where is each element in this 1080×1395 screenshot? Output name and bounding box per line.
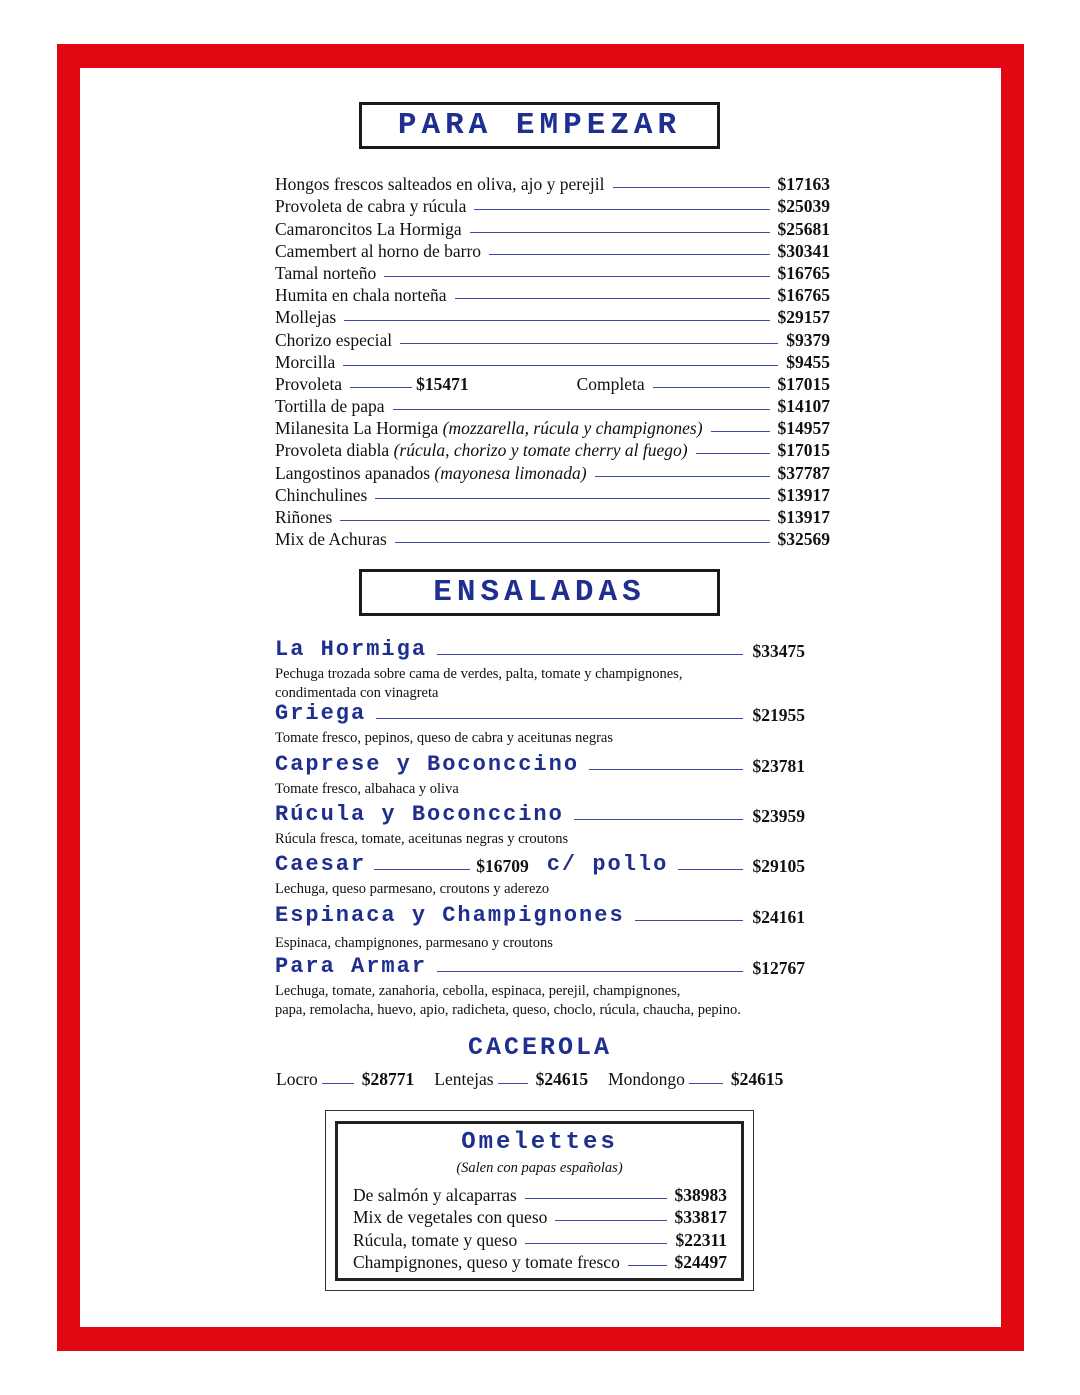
leader-line bbox=[350, 387, 412, 388]
item-price: $16765 bbox=[777, 285, 830, 306]
item-price: $38983 bbox=[674, 1185, 727, 1206]
leader-line bbox=[393, 409, 770, 410]
item-price: $24497 bbox=[674, 1251, 727, 1272]
salad-description: Tomate fresco, albahaca y oliva bbox=[275, 781, 459, 797]
item-price: $14957 bbox=[777, 418, 830, 439]
item-price: $30341 bbox=[777, 240, 830, 261]
item-name: Humita en chala norteña bbox=[275, 285, 447, 306]
cacerola-item-name: Lentejas bbox=[434, 1069, 494, 1089]
salad-item bbox=[275, 751, 805, 799]
cacerola-item-name: Locro bbox=[276, 1069, 318, 1089]
item-name-text: Provoleta diabla bbox=[275, 440, 390, 461]
leader-line bbox=[574, 819, 743, 820]
para-empezar-list bbox=[275, 173, 830, 550]
salad-price: $16709 bbox=[476, 856, 529, 876]
item-price: $17015 bbox=[777, 440, 830, 461]
menu-item bbox=[275, 306, 830, 328]
item-name: Chorizo especial bbox=[275, 329, 393, 350]
item-name: Mix de Achuras bbox=[275, 529, 387, 550]
salad-price: $21955 bbox=[752, 705, 805, 725]
leader-line bbox=[344, 320, 769, 321]
leader-line bbox=[689, 1083, 723, 1084]
salad-item-caesar bbox=[275, 851, 805, 899]
leader-line bbox=[322, 1083, 354, 1084]
salad-item bbox=[275, 902, 805, 953]
item-name: Rúcula, tomate y queso bbox=[353, 1229, 518, 1250]
leader-line bbox=[653, 387, 770, 388]
item-name bbox=[275, 439, 688, 461]
salad-price: $24161 bbox=[752, 907, 805, 927]
item-price: $37787 bbox=[777, 462, 830, 483]
omelettes-list bbox=[353, 1184, 727, 1273]
leader-line bbox=[489, 254, 769, 255]
salad-item bbox=[275, 700, 805, 748]
item-name bbox=[275, 417, 703, 439]
leader-line bbox=[589, 769, 742, 770]
leader-line bbox=[613, 187, 770, 188]
leader-line bbox=[498, 1083, 528, 1084]
menu-item bbox=[275, 284, 830, 306]
leader-line bbox=[340, 520, 769, 521]
item-name: Provoleta de cabra y rúcula bbox=[275, 196, 467, 217]
item-price: $9455 bbox=[786, 351, 830, 372]
item-name-text: Milanesita La Hormiga bbox=[275, 418, 439, 439]
item-name bbox=[275, 462, 587, 484]
leader-line bbox=[455, 298, 770, 299]
leader-line bbox=[595, 476, 770, 477]
item-note: (rúcula, chorizo y tomate cherry al fuego) bbox=[393, 440, 688, 461]
leader-line bbox=[384, 276, 769, 277]
leader-line bbox=[696, 453, 770, 454]
item-name-text: Tortilla de papa bbox=[275, 396, 385, 417]
salad-name: Para Armar bbox=[275, 954, 428, 979]
leader-line bbox=[470, 232, 770, 233]
menu-item bbox=[275, 328, 830, 350]
menu-item bbox=[275, 417, 830, 439]
menu-item bbox=[353, 1228, 727, 1250]
leader-line bbox=[343, 365, 778, 366]
item-name: Provoleta bbox=[275, 373, 343, 394]
item-price: $25681 bbox=[777, 218, 830, 239]
salad-extra-name: c/ pollo bbox=[546, 852, 669, 877]
item-price: $29157 bbox=[777, 307, 830, 328]
salad-item bbox=[275, 953, 805, 1020]
menu-item bbox=[275, 240, 830, 262]
menu-item bbox=[275, 173, 830, 195]
menu-item bbox=[275, 484, 830, 506]
menu-item bbox=[275, 461, 830, 483]
item-price: $25039 bbox=[777, 196, 830, 217]
item-name: De salmón y alcaparras bbox=[353, 1185, 517, 1206]
section-title-cacerola: CACEROLA bbox=[467, 1033, 613, 1062]
item-name: Champignones, queso y tomate fresco bbox=[353, 1251, 620, 1272]
salad-name: Rúcula y Boconccino bbox=[275, 802, 564, 827]
salad-name: Caprese y Boconccino bbox=[275, 752, 580, 777]
salad-description-line2: papa, remolacha, huevo, apio, radicheta, queso, choclo, rúcula, chaucha, pepino. bbox=[275, 1002, 741, 1018]
salad-name: Espinaca y Champignones bbox=[275, 903, 625, 928]
item-name: Camaroncitos La Hormiga bbox=[275, 218, 462, 239]
cacerola-item-price: $24615 bbox=[535, 1069, 589, 1089]
item-price: $22311 bbox=[675, 1229, 727, 1250]
leader-line bbox=[678, 869, 742, 870]
cacerola-list bbox=[276, 1069, 806, 1090]
menu-item bbox=[353, 1184, 727, 1206]
leader-line bbox=[375, 498, 769, 499]
leader-line bbox=[437, 654, 742, 655]
menu-item bbox=[275, 195, 830, 217]
section-title-omelettes: Omelettes bbox=[461, 1129, 618, 1156]
item-name: Mix de vegetales con queso bbox=[353, 1207, 548, 1228]
item-name: Hongos frescos salteados en oliva, ajo y perejil bbox=[275, 174, 605, 195]
salad-name: Caesar bbox=[275, 852, 367, 877]
item-note: (mozzarella, rúcula y champignones) bbox=[442, 418, 703, 439]
item-name-completa: Completa bbox=[576, 373, 645, 394]
leader-line bbox=[376, 718, 742, 719]
section-title-box-para-empezar bbox=[359, 102, 720, 149]
item-price-completa: $17015 bbox=[777, 373, 830, 394]
item-note: (mayonesa limonada) bbox=[434, 462, 587, 483]
salad-name: La Hormiga bbox=[275, 637, 428, 662]
item-name-text: Langostinos apanados bbox=[275, 462, 431, 483]
salad-description: Espinaca, champignones, parmesano y croutons bbox=[275, 935, 553, 951]
salad-price: $33475 bbox=[752, 641, 805, 661]
item-price: $16765 bbox=[777, 262, 830, 283]
menu-item bbox=[275, 351, 830, 373]
menu-item bbox=[275, 395, 830, 417]
salad-description: Pechuga trozada sobre cama de verdes, palta, tomate y champignones, condimentada con vinagreta bbox=[275, 666, 683, 701]
menu-item bbox=[275, 439, 830, 461]
salad-item bbox=[275, 801, 805, 849]
omelettes-subtitle: (Salen con papas españolas) bbox=[456, 1160, 623, 1176]
item-price: $14107 bbox=[777, 396, 830, 417]
leader-line bbox=[395, 542, 770, 543]
leader-line bbox=[555, 1220, 666, 1221]
leader-line bbox=[400, 343, 778, 344]
menu-item bbox=[275, 528, 830, 550]
item-price: $13917 bbox=[777, 484, 830, 505]
item-name: Chinchulines bbox=[275, 484, 368, 505]
cacerola-item-price: $28771 bbox=[361, 1069, 415, 1089]
leader-line bbox=[628, 1265, 667, 1266]
item-price: $17163 bbox=[777, 174, 830, 195]
salad-description: Lechuga, tomate, zanahoria, cebolla, espinaca, perejil, champignones, bbox=[275, 983, 681, 999]
menu-item bbox=[275, 506, 830, 528]
item-price: $32569 bbox=[777, 529, 830, 550]
item-price: $13917 bbox=[777, 507, 830, 527]
salad-name: Griega bbox=[275, 701, 367, 726]
menu-item bbox=[275, 262, 830, 284]
menu-item bbox=[353, 1206, 727, 1228]
item-price: $9379 bbox=[786, 329, 830, 350]
item-price: $33817 bbox=[674, 1207, 727, 1228]
menu-item-provoleta bbox=[275, 373, 830, 395]
leader-line bbox=[525, 1243, 667, 1244]
item-name: Riñones bbox=[275, 507, 333, 527]
leader-line bbox=[525, 1198, 667, 1199]
section-title-box-ensaladas bbox=[359, 569, 720, 616]
leader-line bbox=[474, 209, 769, 210]
salad-price: $23959 bbox=[752, 806, 805, 826]
cacerola-item-name: Mondongo bbox=[608, 1069, 685, 1089]
item-name: Camembert al horno de barro bbox=[275, 240, 482, 261]
menu-item bbox=[275, 217, 830, 239]
salad-extra-price: $29105 bbox=[752, 856, 805, 876]
salad-description: Lechuga, queso parmesano, croutons y aderezo bbox=[275, 881, 550, 897]
item-name: Mollejas bbox=[275, 307, 337, 328]
item-price: $15471 bbox=[416, 373, 469, 394]
salad-price: $12767 bbox=[752, 958, 805, 978]
salad-description: Tomate fresco, pepinos, queso de cabra y aceitunas negras bbox=[275, 730, 613, 746]
leader-line bbox=[635, 920, 743, 921]
salad-item bbox=[275, 636, 805, 703]
section-title-ensaladas: ENSALADAS bbox=[433, 575, 646, 610]
salad-price: $23781 bbox=[752, 756, 805, 776]
item-name: Tamal norteño bbox=[275, 262, 377, 283]
cacerola-item-price: $24615 bbox=[730, 1069, 784, 1089]
item-name: Morcilla bbox=[275, 351, 336, 372]
leader-line bbox=[374, 869, 470, 870]
leader-line bbox=[711, 431, 770, 432]
item-name bbox=[275, 395, 385, 417]
salad-description: Rúcula fresca, tomate, aceitunas negras y croutons bbox=[275, 831, 569, 847]
menu-item bbox=[353, 1251, 727, 1273]
section-title-para-empezar: PARA EMPEZAR bbox=[397, 108, 682, 143]
leader-line bbox=[437, 971, 742, 972]
